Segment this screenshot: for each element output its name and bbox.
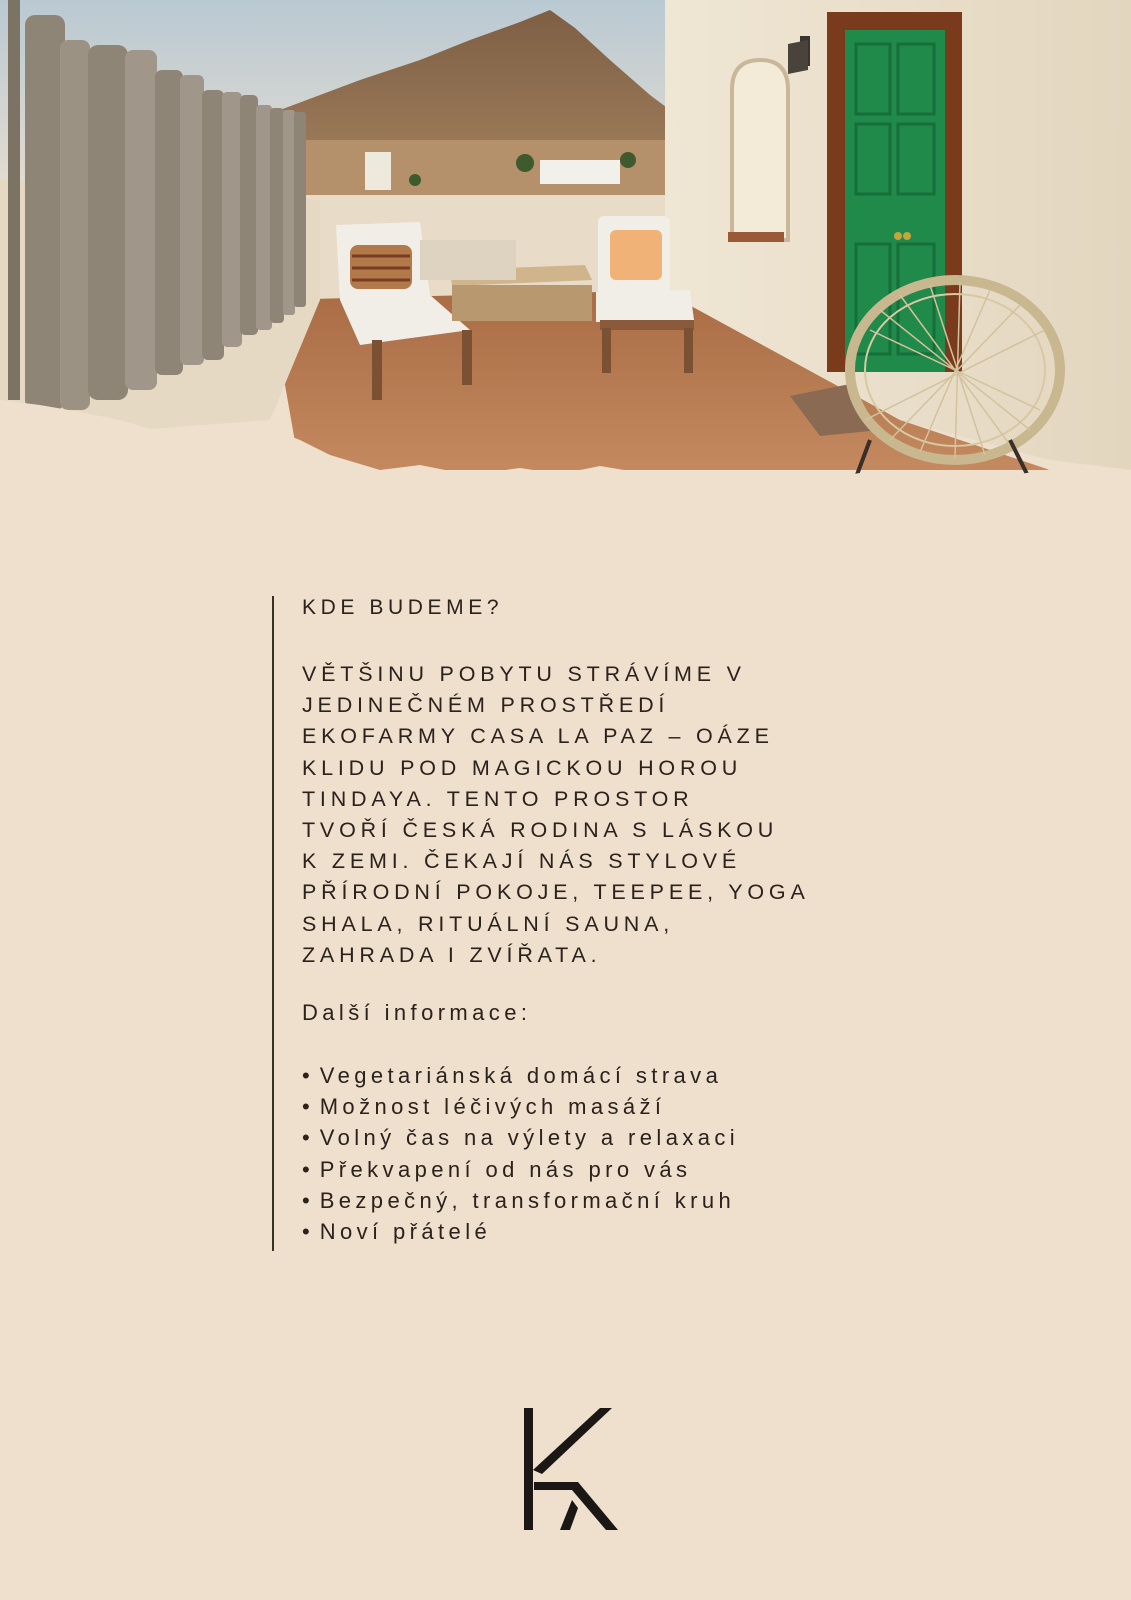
list-item: • Překvapení od nás pro vás bbox=[302, 1156, 692, 1182]
terrace-photo bbox=[0, 0, 1131, 500]
bullet-icon: • bbox=[302, 1063, 310, 1089]
list-item: • Volný čas na výlety a relaxaci bbox=[302, 1125, 740, 1151]
paragraph-line: K ZEMI. ČEKAJÍ NÁS STYLOVÉ bbox=[302, 849, 742, 874]
paragraph-line: ZAHRADA I ZVÍŘATA. bbox=[302, 942, 602, 967]
paragraph-line: KLIDU POD MAGICKOU HOROU bbox=[302, 755, 743, 780]
bullet-icon: • bbox=[302, 1094, 310, 1120]
paragraph-line: TVOŘÍ ČESKÁ RODINA S LÁSKOU bbox=[302, 818, 779, 843]
list-item: • Vegetariánská domácí strava bbox=[302, 1063, 723, 1089]
list-item: • Bezpečný, transformační kruh bbox=[302, 1187, 736, 1213]
bullet-icon: • bbox=[302, 1125, 310, 1151]
paragraph-line: EKOFARMY CASA LA PAZ – OÁZE bbox=[302, 724, 774, 749]
bullet-icon: • bbox=[302, 1187, 310, 1213]
paragraph-line: VĚTŠINU POBYTU STRÁVÍME V bbox=[302, 662, 746, 686]
info-title: Další informace: bbox=[302, 1000, 532, 1026]
list-item: • Noví přátelé bbox=[302, 1219, 492, 1245]
description-paragraph bbox=[302, 659, 862, 971]
section-heading: KDE BUDEME? bbox=[302, 596, 504, 619]
paragraph-line: SHALA, RITUÁLNÍ SAUNA, bbox=[302, 911, 675, 936]
bullet-icon: • bbox=[302, 1156, 310, 1182]
info-section bbox=[272, 596, 902, 1251]
bullet-icon: • bbox=[302, 1219, 310, 1245]
list-item: • Možnost léčivých masáží bbox=[302, 1094, 666, 1120]
paragraph-line: JEDINEČNÉM PROSTŘEDÍ bbox=[302, 693, 670, 718]
feature-list bbox=[302, 1060, 902, 1247]
paragraph-line: PŘÍRODNÍ POKOJE, TEEPEE, YOGA bbox=[302, 880, 810, 905]
ka-monogram-logo bbox=[520, 1404, 624, 1534]
paragraph-line: TINDAYA. TENTO PROSTOR bbox=[302, 786, 694, 811]
